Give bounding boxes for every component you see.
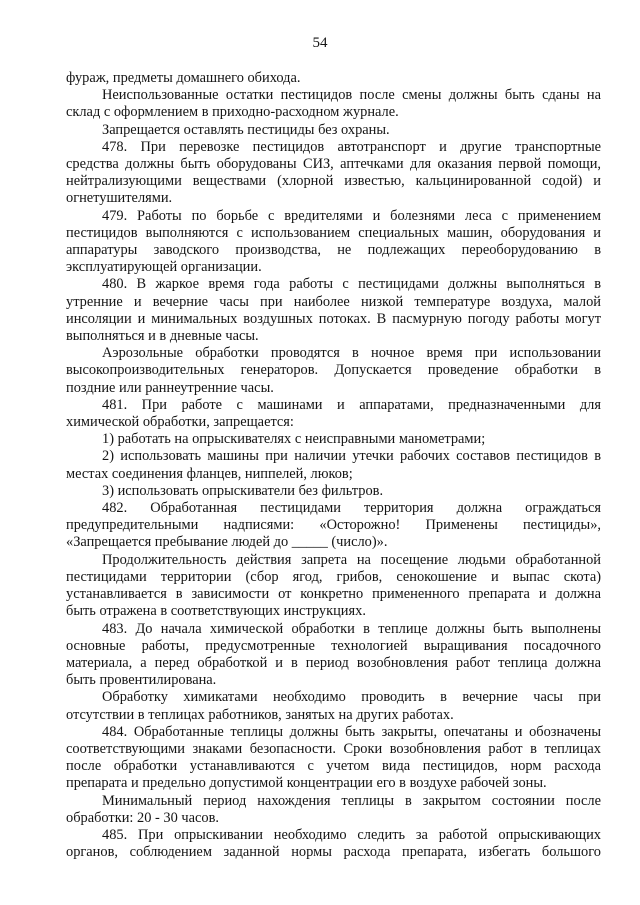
text-line: 2) использовать машины при наличии утечки рабочих составов пестицидов в	[102, 448, 601, 465]
text-line: 480. В жаркое время года работы с пестицидами должны выполняться в	[102, 276, 601, 293]
text-line: «Запрещается пребывание людей до _____ (число)».	[66, 534, 388, 551]
text-line: быть провентилирована.	[66, 672, 217, 689]
text-line: 478. При перевозке пестицидов автотранспорт и другие транспортные	[102, 138, 601, 155]
text-line: препарата и предельно допустимой концентрации его в воздухе рабочей зоны.	[66, 775, 547, 792]
text-line: нейтрализующими веществами (хлорной известью, кальцинированной содой) и	[66, 173, 601, 190]
text-line: инсоляции и минимальных воздушных потоках. В пасмурную погоду работы могут	[66, 310, 601, 327]
text-line: Неиспользованные остатки пестицидов после смены должны быть сданы на	[102, 87, 601, 104]
text-line: быть отражена в соответствующих инструкциях.	[66, 603, 366, 620]
text-line: Аэрозольные обработки проводятся в ночное время при использовании	[102, 345, 601, 362]
text-line: соответствующими знаками безопасности. Сроки возобновления работ в теплицах	[66, 740, 601, 757]
text-line: предупредительными надписями: «Осторожно! Применены пестициды»,	[66, 517, 601, 534]
text-line: Минимальный период нахождения теплицы в закрытом состоянии после	[102, 792, 601, 809]
text-line: местах соединения фланцев, ниппелей, люков;	[66, 465, 353, 482]
text-line: утренние и вечерние часы при наиболее низкой температуре воздуха, малой	[66, 293, 601, 310]
text-line: 484. Обработанные теплицы должны быть закрыты, опечатаны и обозначены	[102, 723, 601, 740]
text-line: фураж, предметы домашнего обихода.	[66, 70, 301, 86]
text-line: пестицидов выполняются с использованием специальных машин, оборудования и	[66, 224, 601, 241]
text-line: 485. При опрыскивании необходимо следить за работой опрыскивающих	[102, 826, 601, 843]
text-line: основные работы, предусмотренные технологией выращивания посадочного	[66, 637, 601, 654]
text-line: после обработки устанавливаются с учетом вида пестицидов, норм расхода	[66, 758, 601, 775]
text-line: Продолжительность действия запрета на посещение людьми обработанной	[102, 551, 601, 568]
text-line: пестицидами территории (сбор ягод, грибов, сенокошение и выпас скота)	[66, 568, 601, 585]
page-number: 54	[312, 35, 328, 51]
text-line: материала, а перед обработкой и в период возобновления работ теплица должна	[66, 654, 601, 671]
text-line: 482. Обработанная пестицидами территория должна ограждаться	[102, 500, 601, 517]
text-line: склад с оформлением в приходно-расходном журнале.	[66, 104, 399, 121]
text-line: выполняться и в дневные часы.	[66, 328, 259, 345]
text-line: обработки: 20 - 30 часов.	[66, 809, 219, 826]
text-line: поздние или раннеутренние часы.	[66, 379, 274, 396]
text-line: Обработку химикатами необходимо проводить в вечерние часы при	[102, 689, 601, 706]
text-line: органов, соблюдением заданной нормы расхода препарата, избегать большого	[66, 844, 601, 861]
text-line: 1) работать на опрыскивателях с неисправными манометрами;	[102, 431, 486, 448]
text-line: средства должны быть оборудованы СИЗ, аптечками для оказания первой помощи,	[66, 156, 601, 173]
text-line: отсутствии в теплицах работников, занятых на других работах.	[66, 706, 454, 723]
text-line: химической обработки, запрещается:	[66, 414, 294, 431]
text-line: 479. Работы по борьбе с вредителями и болезнями леса с применением	[102, 207, 601, 224]
text-line: 483. До начала химической обработки в теплице должны быть выполнены	[102, 620, 601, 637]
text-line: высокопроизводительных генераторов. Допускается проведение обработки в	[66, 362, 601, 379]
text-line: устанавливается в зависимости от конкретно примененного препарата и должна	[66, 586, 601, 603]
text-line: 3) использовать опрыскиватели без фильтров.	[102, 482, 384, 499]
text-line: эксплуатирующей организации.	[66, 259, 262, 276]
text-line: 481. При работе с машинами и аппаратами, предназначенными для	[102, 396, 601, 413]
text-line: Запрещается оставлять пестициды без охраны.	[102, 121, 390, 138]
text-line: огнетушителями.	[66, 190, 173, 207]
document-body-text	[66, 70, 601, 861]
text-line: аппаратуры заводского производства, не подлежащих переоборудованию в	[66, 242, 601, 259]
